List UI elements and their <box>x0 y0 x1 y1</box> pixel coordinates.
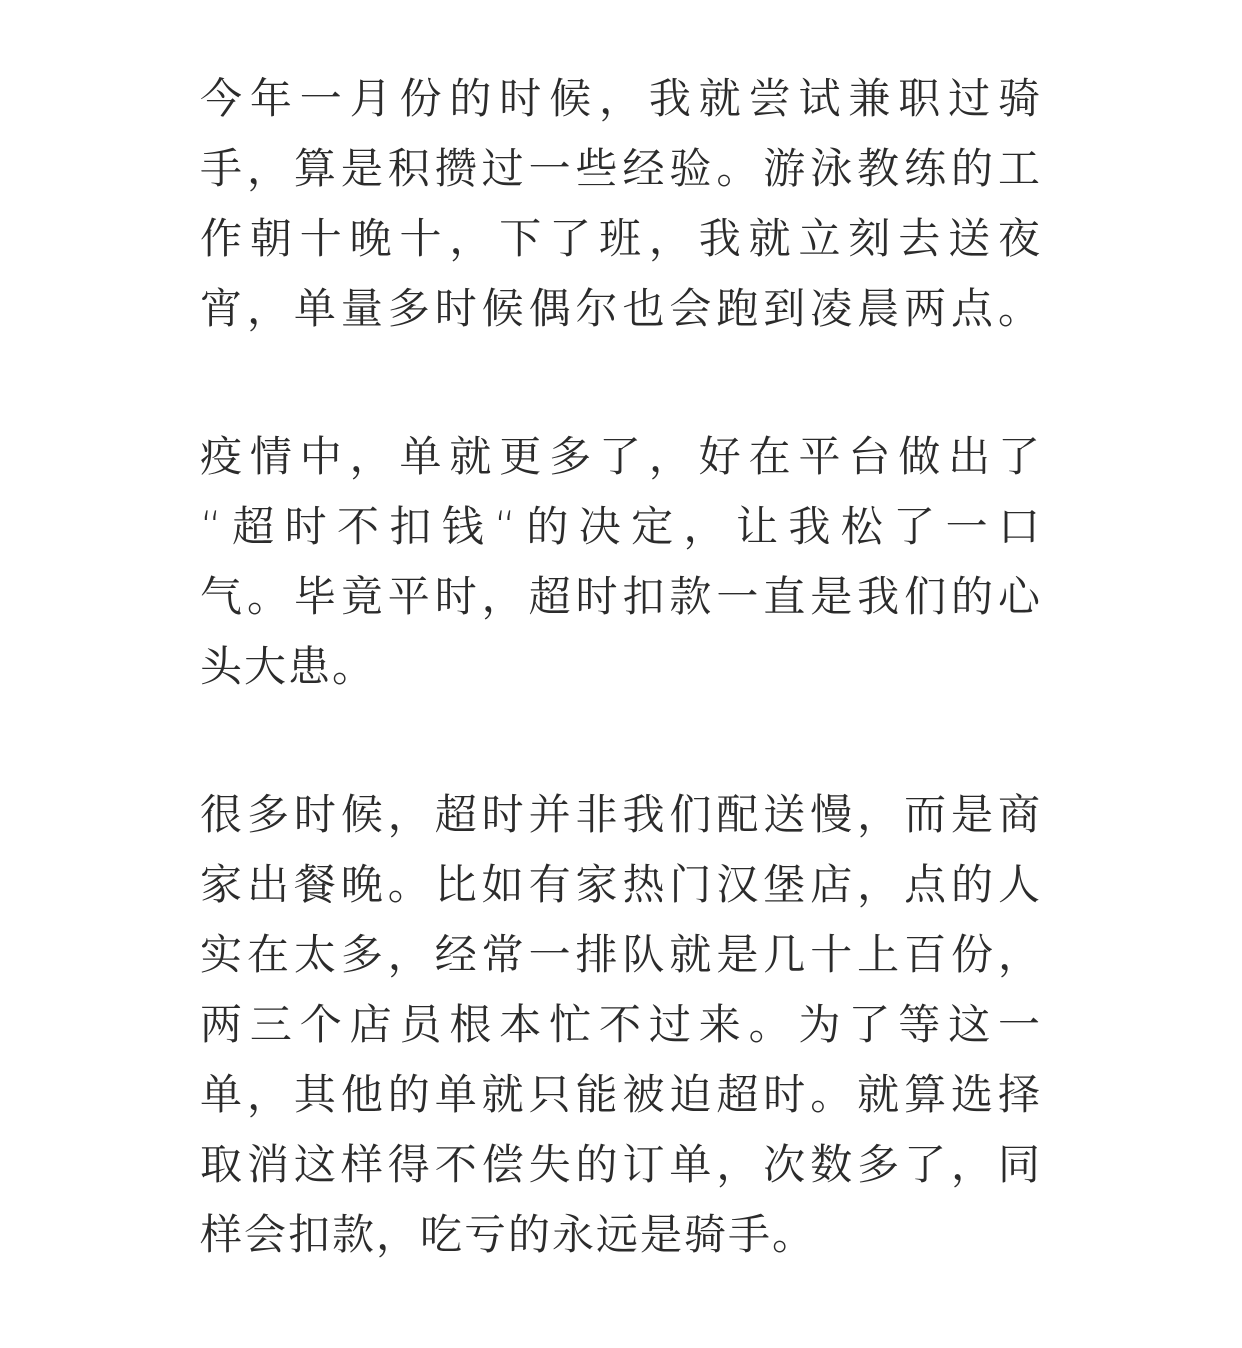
text-line: 实在太多，经常一排队就是几十上百份， <box>200 930 1042 979</box>
text-line: 取消这样得不偿失的订单，次数多了，同 <box>200 1140 1042 1189</box>
text-line: “超时不扣钱“的决定，让我松了一口 <box>200 502 1042 551</box>
article-body <box>200 64 1042 1348</box>
text-line: 疫情中，单就更多了，好在平台做出了 <box>200 432 1042 481</box>
text-line: 宵，单量多时候偶尔也会跑到凌晨两点。 <box>200 284 1042 333</box>
text-line: 气。毕竟平时，超时扣款一直是我们的心 <box>200 572 1042 621</box>
text-line: 样会扣款，吃亏的永远是骑手。 <box>200 1210 817 1259</box>
text-line: 今年一月份的时候，我就尝试兼职过骑 <box>200 74 1042 123</box>
paragraph-2 <box>200 422 1042 702</box>
paragraph-1 <box>200 64 1042 344</box>
text-line: 头大患。 <box>200 642 377 691</box>
text-line: 手，算是积攒过一些经验。游泳教练的工 <box>200 144 1042 193</box>
text-line: 家出餐晚。比如有家热门汉堡店，点的人 <box>200 860 1042 909</box>
text-line: 单，其他的单就只能被迫超时。就算选择 <box>200 1070 1042 1119</box>
text-line: 很多时候，超时并非我们配送慢，而是商 <box>200 790 1042 839</box>
text-line: 作朝十晚十，下了班，我就立刻去送夜 <box>200 214 1042 263</box>
text-line: 两三个店员根本忙不过来。为了等这一 <box>200 1000 1042 1049</box>
paragraph-3 <box>200 780 1042 1270</box>
